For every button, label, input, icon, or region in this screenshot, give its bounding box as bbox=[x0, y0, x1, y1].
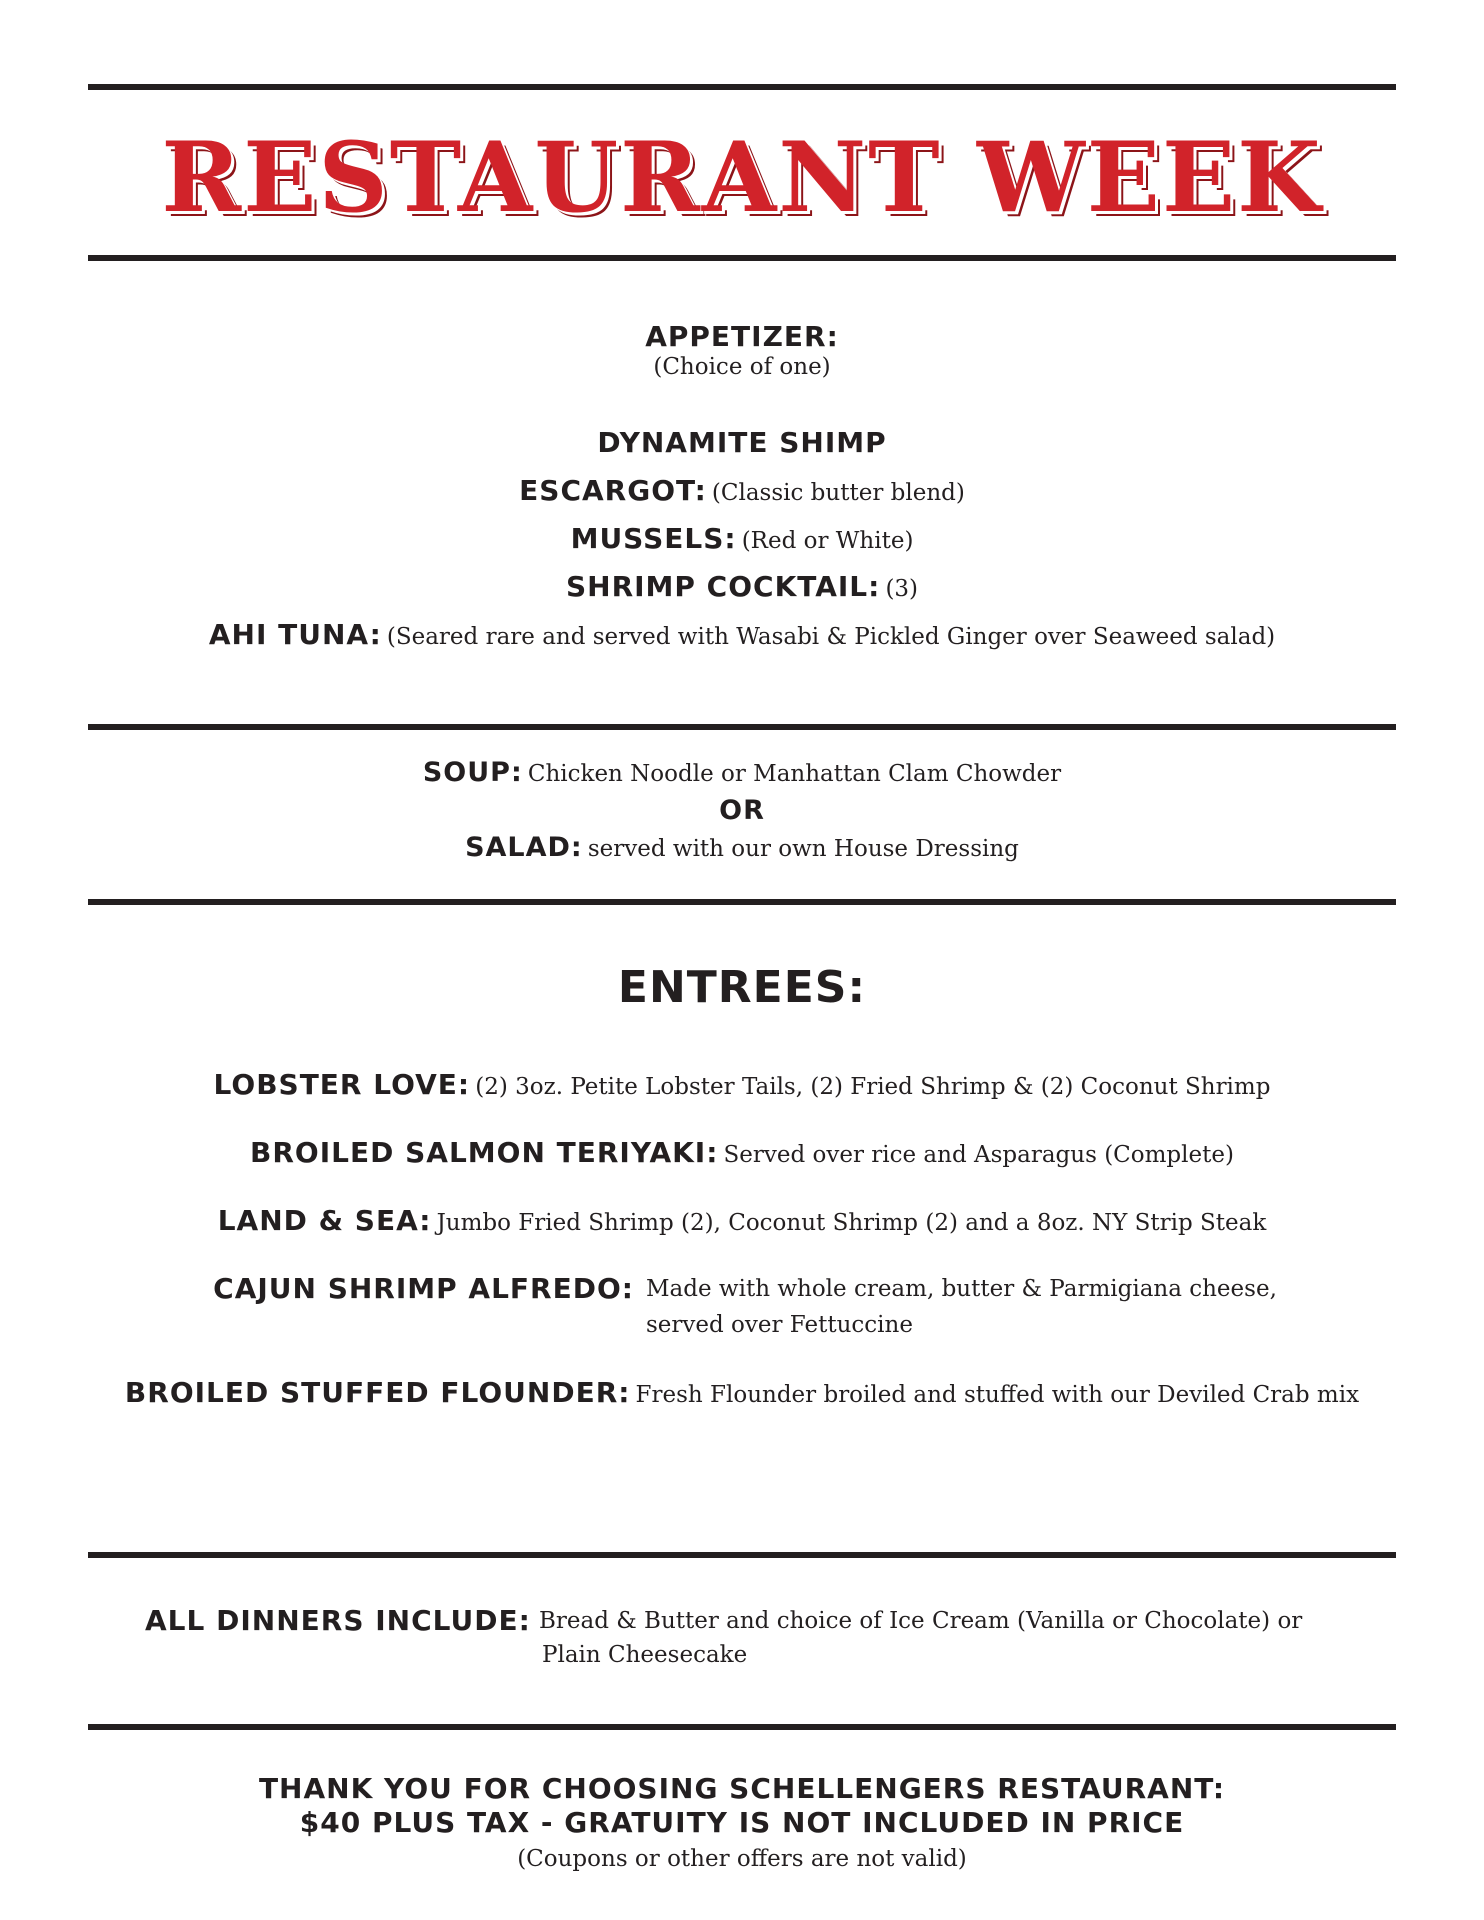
item-desc: Jumbo Fried Shrimp (2), Coconut Shrimp (2) and a 8oz. NY Strip Steak bbox=[436, 1210, 1267, 1236]
item-name: LAND & SEA: bbox=[217, 1204, 432, 1237]
menu-item-escargot bbox=[0, 474, 1484, 507]
item-name: ESCARGOT: bbox=[519, 474, 707, 507]
entree-stuffed-flounder bbox=[0, 1376, 1484, 1409]
item-desc: Fresh Flounder broiled and stuffed with our Deviled Crab mix bbox=[635, 1382, 1360, 1408]
soup-bottom-rule bbox=[88, 899, 1396, 905]
thank-you-line: THANK YOU FOR CHOOSING SCHELLENGERS RESTAURANT: bbox=[258, 1772, 1226, 1805]
item-name: SHRIMP COCKTAIL: bbox=[565, 570, 881, 603]
item-name: MUSSELS: bbox=[570, 522, 737, 555]
item-name: AHI TUNA: bbox=[208, 618, 382, 651]
entree-land-and-sea bbox=[0, 1204, 1484, 1237]
page-title: RESTAURANT WEEK bbox=[161, 121, 1323, 234]
appetizer-bottom-rule bbox=[88, 724, 1396, 730]
menu-item-ahi-tuna bbox=[0, 618, 1484, 651]
includes-desc: Bread & Butter and choice of Ice Cream (Vanilla or Chocolate) or bbox=[539, 1608, 1303, 1634]
soup-label: SOUP: bbox=[422, 757, 523, 788]
coupon-note: (Coupons or other offers are not valid) bbox=[517, 1846, 967, 1872]
entree-salmon-teriyaki bbox=[0, 1136, 1484, 1169]
item-desc: (Seared rare and served with Wasabi & Pickled Ginger over Seaweed salad) bbox=[386, 624, 1276, 650]
item-name: DYNAMITE SHIMP bbox=[597, 426, 887, 459]
item-name: CAJUN SHRIMP ALFREDO: bbox=[213, 1272, 634, 1305]
soup-line bbox=[0, 757, 1484, 788]
item-name: BROILED SALMON TERIYAKI: bbox=[250, 1136, 719, 1169]
item-desc: (3) bbox=[885, 576, 919, 602]
menu-item-dynamite-shrimp bbox=[0, 426, 1484, 459]
price-line: $40 PLUS TAX - GRATUITY IS NOT INCLUDED IN PRICE bbox=[299, 1806, 1185, 1839]
item-desc: Made with whole cream, butter & Parmigiana cheese, bbox=[646, 1276, 1277, 1302]
salad-label: SALAD: bbox=[465, 832, 583, 863]
entree-lobster-love bbox=[0, 1068, 1484, 1101]
item-desc: (2) 3oz. Petite Lobster Tails, (2) Fried Shrimp & (2) Coconut Shrimp bbox=[475, 1074, 1271, 1100]
item-desc: (Red or White) bbox=[741, 528, 914, 554]
or-label: OR bbox=[719, 795, 765, 826]
includes-bottom-rule bbox=[88, 1724, 1396, 1730]
entrees-heading: ENTREES: bbox=[617, 962, 867, 1013]
salad-desc: served with our own House Dressing bbox=[587, 836, 1019, 862]
title-bottom-rule bbox=[88, 255, 1396, 261]
item-desc: (Classic butter blend) bbox=[711, 480, 965, 506]
item-name: LOBSTER LOVE: bbox=[213, 1068, 471, 1101]
menu-item-shrimp-cocktail bbox=[0, 570, 1484, 603]
item-desc-cont: served over Fettuccine bbox=[646, 1312, 913, 1338]
salad-line bbox=[0, 832, 1484, 863]
appetizer-note: (Choice of one) bbox=[653, 354, 831, 380]
entrees-bottom-rule bbox=[88, 1552, 1396, 1558]
appetizer-heading: APPETIZER: bbox=[645, 320, 839, 353]
includes-label: ALL DINNERS INCLUDE: bbox=[145, 1604, 531, 1637]
item-name: BROILED STUFFED FLOUNDER: bbox=[124, 1376, 631, 1409]
includes-desc-cont: Plain Cheesecake bbox=[542, 1642, 748, 1668]
top-rule bbox=[88, 84, 1396, 90]
menu-item-mussels bbox=[0, 522, 1484, 555]
soup-desc: Chicken Noodle or Manhattan Clam Chowder bbox=[527, 761, 1062, 787]
item-desc: Served over rice and Asparagus (Complete) bbox=[723, 1142, 1234, 1168]
